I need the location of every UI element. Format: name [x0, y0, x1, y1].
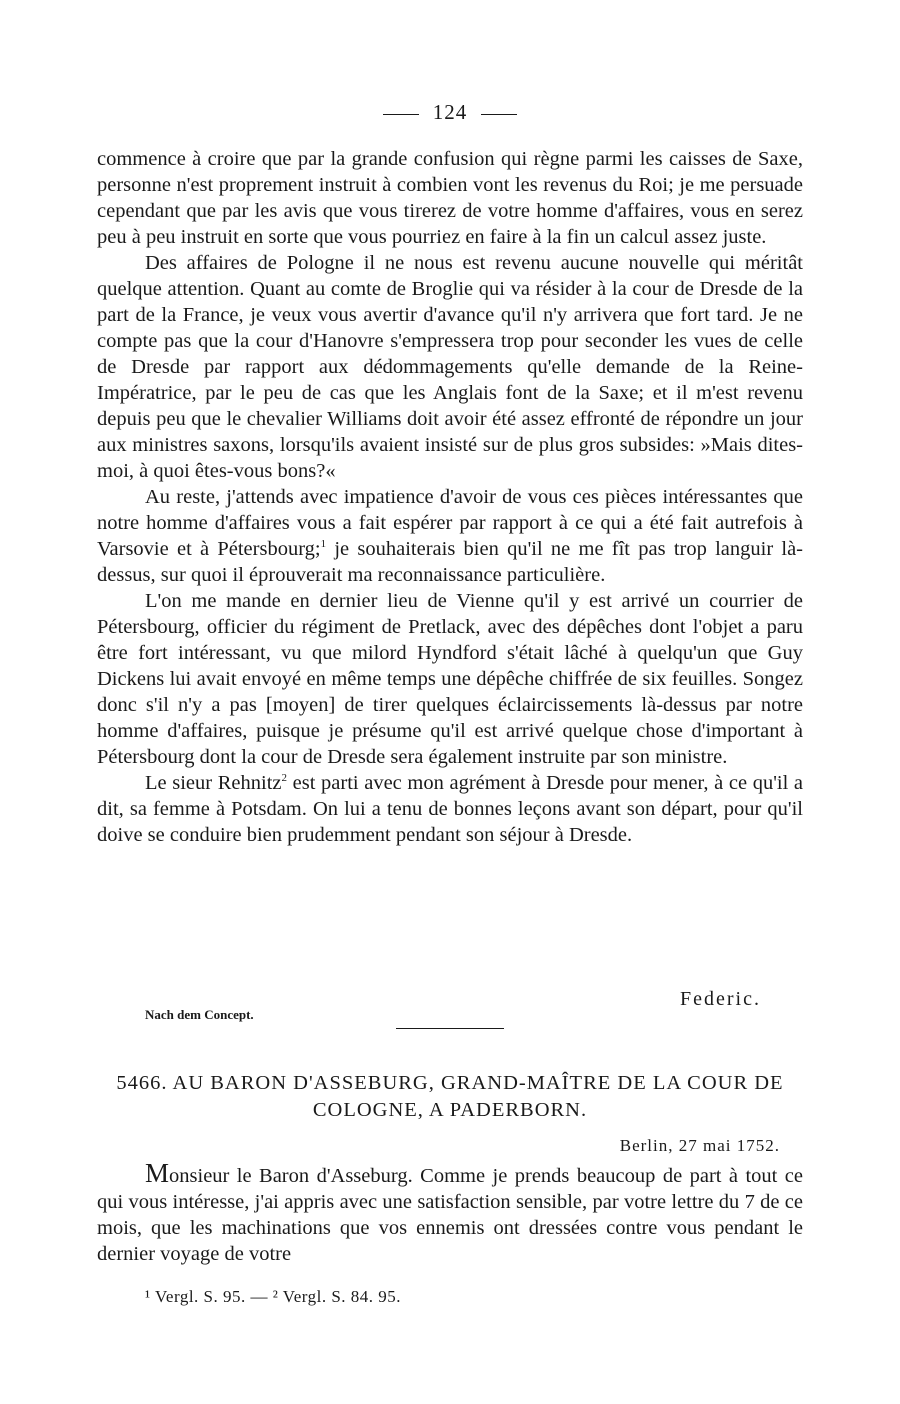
page-number: 124 [432, 100, 468, 124]
letter-1-body [97, 146, 803, 848]
paragraph-5-text-a: Le sieur Rehnitz [145, 772, 282, 794]
page-number-header [0, 100, 900, 125]
footnotes: ¹ Vergl. S. 95. — ² Vergl. S. 84. 95. [145, 1287, 402, 1306]
paragraph-3 [97, 484, 803, 588]
letter-heading: 5466. AU BARON D'ASSEBURG, GRAND-MAÎTRE DE LA COUR DE COLOGNE, A PADERBORN. [116, 1072, 784, 1121]
signature: Federic. [680, 988, 761, 1010]
paragraph-1: commence à croire que par la grande confusion qui règne parmi les caisses de Saxe, personne n'est proprement instruit à combien vont les revenus du Roi; je me persuade cependant que par les avis que vous tirerez de votre homme d'affaires, vous en serez peu à peu instruit en sorte que vous pourriez en faire à la fin un calcul assez juste. [97, 148, 803, 248]
dateline: Berlin, 27 mai 1752. [619, 1136, 780, 1155]
paragraph-5-text-b: est parti avec mon agrément à Dresde pour mener, à ce qu'il a dit, sa femme à Potsdam. On lui a tenu de bonnes leçons avant son départ, pour qu'il doive se conduire bien prudemment pendant son séjour à Dresde. [97, 772, 804, 846]
paragraph-2: Des affaires de Pologne il ne nous est revenu aucune nouvelle qui méritât quelque attention. Quant au comte de Broglie qui va résider à la cour de Dresde de la part de la France, je veux vous avertir d'avance qu'il n'y arrivera que fort tard. Je ne compte pas que la cour d'Hanovre s'empressera trop pour seconder les vues de celle de Dresde par rapport aux dédommagements qu'elle demande de la Reine-Impératrice, par le peu de cas que les Anglais font de la Saxe; et il m'est revenu depuis peu que le chevalier Williams doit avoir été assez effronté de répondre un jour aux ministres saxons, lorsqu'ils avaient insisté sur de plus gros subsides: »Mais dites-moi, à quoi êtes-vous bons?« [97, 252, 803, 482]
footnote-ref-1: 1 [320, 538, 327, 551]
letter-2-body [97, 1160, 803, 1267]
footnote-ref-2: 2 [281, 772, 287, 785]
paragraph-3-text-b: je souhaiterais bien qu'il ne me fît pas trop languir là-dessus, sur quoi il éprouverait ma reconnaissance particulière. [97, 538, 804, 586]
source-note: Nach dem Concept. [145, 1007, 254, 1022]
header-dash-left [383, 114, 419, 115]
drop-cap: M [145, 1158, 170, 1188]
section-divider [396, 1028, 504, 1029]
paragraph-5 [97, 770, 803, 848]
letter-2-opening-paragraph [97, 1160, 803, 1267]
letter-2-opening-text: onsieur le Baron d'Asseburg. Comme je prends beaucoup de part à tout ce qui vous intéresse, j'ai appris avec une satisfaction sensible, par votre lettre du 7 de ce mois, que les machinations que vos ennemis ont dressées contre vous pendant le dernier voyage de votre [97, 1165, 803, 1265]
paragraph-4: L'on me mande en dernier lieu de Vienne qu'il y est arrivé un courrier de Pétersbourg, officier du régiment de Pretlack, avec des dépêches dont l'objet a paru être fort intéressant, vu que milord Hyndford s'était lâché à quelqu'un que Guy Dickens lui avait envoyé en même temps une dépêche chiffrée de six feuilles. Songez donc s'il n'y a pas [moyen] de tirer quelques éclaircissements là-dessus par notre homme d'affaires, puisque je présume qu'il est arrivé quelque chose d'important à Pétersbourg dont la cour de Dresde sera également instruite par son ministre. [97, 590, 803, 768]
header-dash-right [481, 114, 517, 115]
paragraph-3-text-a: Au reste, j'attends avec impatience d'avoir de vous ces pièces intéressantes que notre homme d'affaires vous a fait espérer par rapport à ce qui a été fait autrefois à Varsovie et à Pétersbourg; [97, 486, 803, 560]
